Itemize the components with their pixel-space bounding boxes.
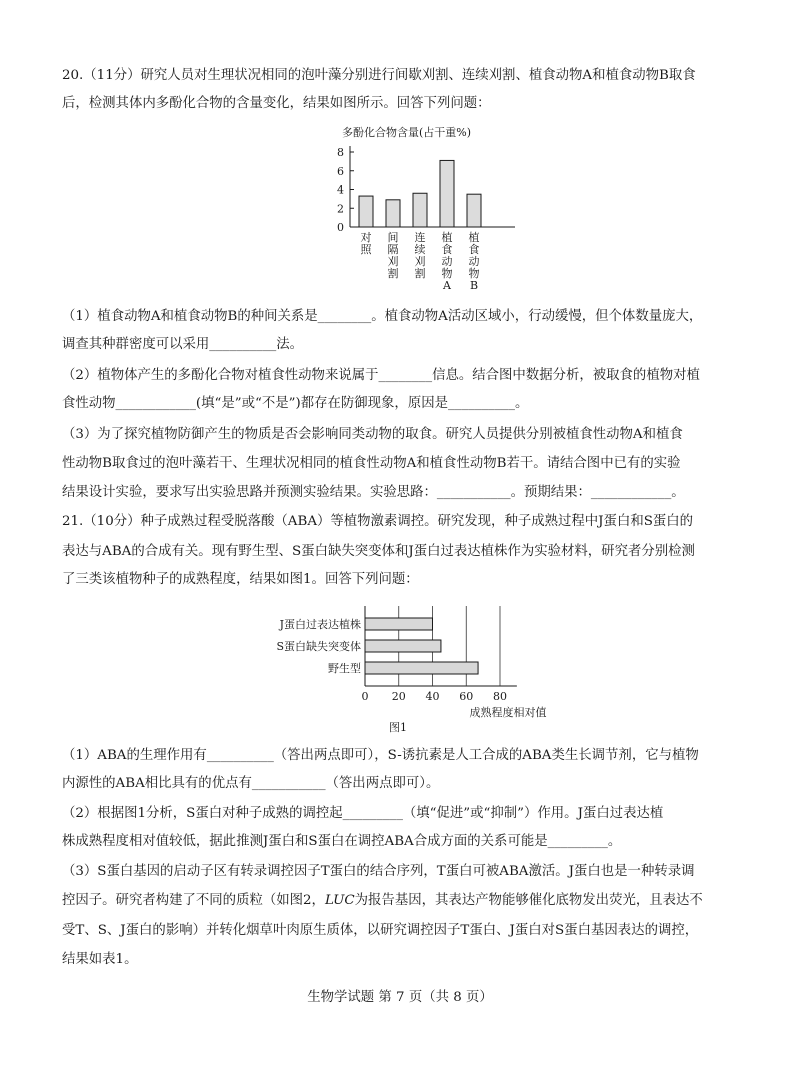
chart2-caption: 图1 bbox=[389, 721, 407, 734]
chart2-bar bbox=[365, 640, 441, 652]
chart1-category-label-char: 植 bbox=[441, 231, 453, 244]
q20-part2-line2: 食性动物____________(填“是”或“不是”)都存在防御现象，原因是__________。 bbox=[62, 396, 529, 411]
chart1-category-label-char: 刈 bbox=[387, 255, 399, 268]
q20-part1-line2: 调查其种群密度可以采用__________法。 bbox=[62, 337, 304, 352]
q21-part2-line1: （2）根据图1分析，S蛋白对种子成熟的调控起_________（填“促进”或“抑制”）作用。J蛋白过表达植 bbox=[62, 806, 664, 821]
chart1-category-label-char: B bbox=[469, 279, 479, 292]
chart2-category-label: J蛋白过表达植株 bbox=[279, 618, 361, 631]
chart2-bar bbox=[365, 662, 478, 674]
q21-intro-line1: 21.（10分）种子成熟过程受脱落酸（ABA）等植物激素调控。研究发现，种子成熟过程中J蛋白和S蛋白的 bbox=[62, 514, 694, 529]
q21-part1-line2: 内源性的ABA相比具有的优点有___________（答出两点即可）。 bbox=[62, 776, 440, 791]
q21-part1-line1: （1）ABA的生理作用有__________（答出两点即可），S-诱抗素是人工合成的ABA类生长调节剂，它与植物 bbox=[62, 748, 699, 763]
chart2-x-tick-label: 20 bbox=[391, 690, 406, 703]
chart1-category-label-char: 续 bbox=[414, 243, 426, 256]
chart1-category-label-char: 割 bbox=[414, 267, 426, 280]
q20-part3-line2: 性动物B取食过的泡叶藻若干、生理状况相同的植食性动物A和植食性动物B若干。请结合图中已有的实验 bbox=[62, 456, 681, 471]
q21-part3-line3: 受T、S、J蛋白的影响）并转化烟草叶肉原生质体，以研究调控因子T蛋白、J蛋白对S蛋白基因表达的调控， bbox=[62, 923, 699, 938]
chart1-y-tick-label: 6 bbox=[337, 164, 344, 178]
chart2-bar bbox=[365, 618, 433, 630]
q21-part3-line2-c: 为报告基因，其表达产物能够催化底物发出荧光，且表达不 bbox=[354, 893, 703, 908]
chart1-category-label-char: 照 bbox=[360, 243, 372, 256]
chart1-category-label-char: 物 bbox=[468, 267, 480, 280]
chart2-x-tick-label: 60 bbox=[459, 690, 474, 703]
chart1-category-label-char: 植 bbox=[468, 231, 480, 244]
chart1-title: 多酚化合物含量(占干重%) bbox=[342, 126, 472, 139]
luc-gene-label: LUC bbox=[324, 893, 355, 908]
chart1-bar bbox=[440, 160, 454, 227]
q20-part1-line1: （1）植食动物A和植食动物B的种间关系是________。植食动物A活动区域小，行动缓慢，但个体数量庞大， bbox=[62, 309, 703, 324]
q20-part3-line1: （3）为了探究植物防御产生的物质是否会影响同类动物的取食。研究人员提供分别被植食性动物A和植食 bbox=[62, 427, 683, 442]
chart1-category-label-char: 间 bbox=[387, 231, 399, 244]
chart1-category-label-char: 连 bbox=[414, 231, 426, 244]
chart2-x-tick-label: 0 bbox=[361, 690, 369, 703]
chart1-bar bbox=[386, 200, 400, 227]
chart1-y-tick-label: 4 bbox=[337, 183, 344, 197]
q21-part3-line2 bbox=[62, 892, 703, 910]
q20-part2-line1: （2）植物体产生的多酚化合物对植食性动物来说属于________信息。结合图中数据分析，被取食的植物对植 bbox=[62, 368, 700, 383]
q20-intro-line2: 后，检测其体内多酚化合物的含量变化，结果如图所示。回答下列问题： bbox=[62, 96, 491, 111]
chart1-category-label-char: 对 bbox=[360, 231, 372, 244]
chart2-category-label: 野生型 bbox=[328, 662, 361, 675]
chart1-category-label-char: 食 bbox=[441, 243, 453, 256]
chart1-category-label-char: 动 bbox=[468, 255, 480, 268]
q21-part2-line2: 株成熟程度相对值较低，据此推测J蛋白和S蛋白在调控ABA合成方面的关系可能是_________。 bbox=[62, 834, 622, 849]
polyphenol-chart-svg bbox=[320, 122, 530, 302]
chart1-category-label-char: 刈 bbox=[414, 255, 426, 268]
chart1-bar bbox=[467, 194, 481, 227]
chart1-y-tick-label: 0 bbox=[337, 221, 344, 234]
q21-intro-line3: 了三类该植物种子的成熟程度，结果如图1。回答下列问题： bbox=[62, 572, 419, 587]
q20-intro-line1: 20.（11分）研究人员对生理状况相同的泡叶藻分别进行间歇刈割、连续刈割、植食动物A和植食动物B取食 bbox=[62, 68, 696, 83]
q21-part3-line2-a: 控因子。研究者构建了不同的质粒（如图2， bbox=[62, 893, 325, 908]
seed-maturity-chart-svg bbox=[250, 604, 550, 734]
chart1-category-label-char: 食 bbox=[468, 243, 480, 256]
chart2-x-tick-label: 80 bbox=[493, 690, 507, 703]
chart1-y-tick-label: 8 bbox=[337, 146, 344, 159]
q21-part3-line4: 结果如表1。 bbox=[62, 952, 138, 967]
seed-maturity-chart bbox=[250, 604, 550, 734]
chart1-category-label-char: 割 bbox=[387, 267, 399, 280]
chart1-bar bbox=[359, 196, 373, 227]
chart1-category-label-char: 物 bbox=[441, 267, 453, 280]
chart2-x-tick-label: 40 bbox=[425, 690, 440, 703]
chart1-y-tick-label: 2 bbox=[337, 202, 344, 216]
chart1-category-label-char: 动 bbox=[441, 255, 453, 268]
page-footer: 生物学试题 第 7 页（共 8 页） bbox=[307, 990, 493, 1005]
chart1-category-label-char: A bbox=[443, 279, 451, 292]
chart2-category-label: S蛋白缺失突变体 bbox=[276, 640, 361, 653]
polyphenol-chart bbox=[320, 122, 530, 302]
q21-part3-line1: （3）S蛋白基因的启动子区有转录调控因子T蛋白的结合序列，T蛋白可被ABA激活。J蛋白也是一种转录调 bbox=[62, 864, 695, 879]
q20-part3-line3: 结果设计实验，要求写出实验思路并预测实验结果。实验思路：___________。预期结果：____________。 bbox=[62, 485, 685, 500]
q21-intro-line2: 表达与ABA的合成有关。现有野生型、S蛋白缺失突变体和J蛋白过表达植株作为实验材料，研究者分别检测 bbox=[62, 544, 695, 559]
chart2-x-axis-label: 成熟程度相对值 bbox=[469, 706, 547, 719]
chart1-category-label-char: 隔 bbox=[387, 243, 399, 256]
chart1-bar bbox=[413, 193, 427, 227]
